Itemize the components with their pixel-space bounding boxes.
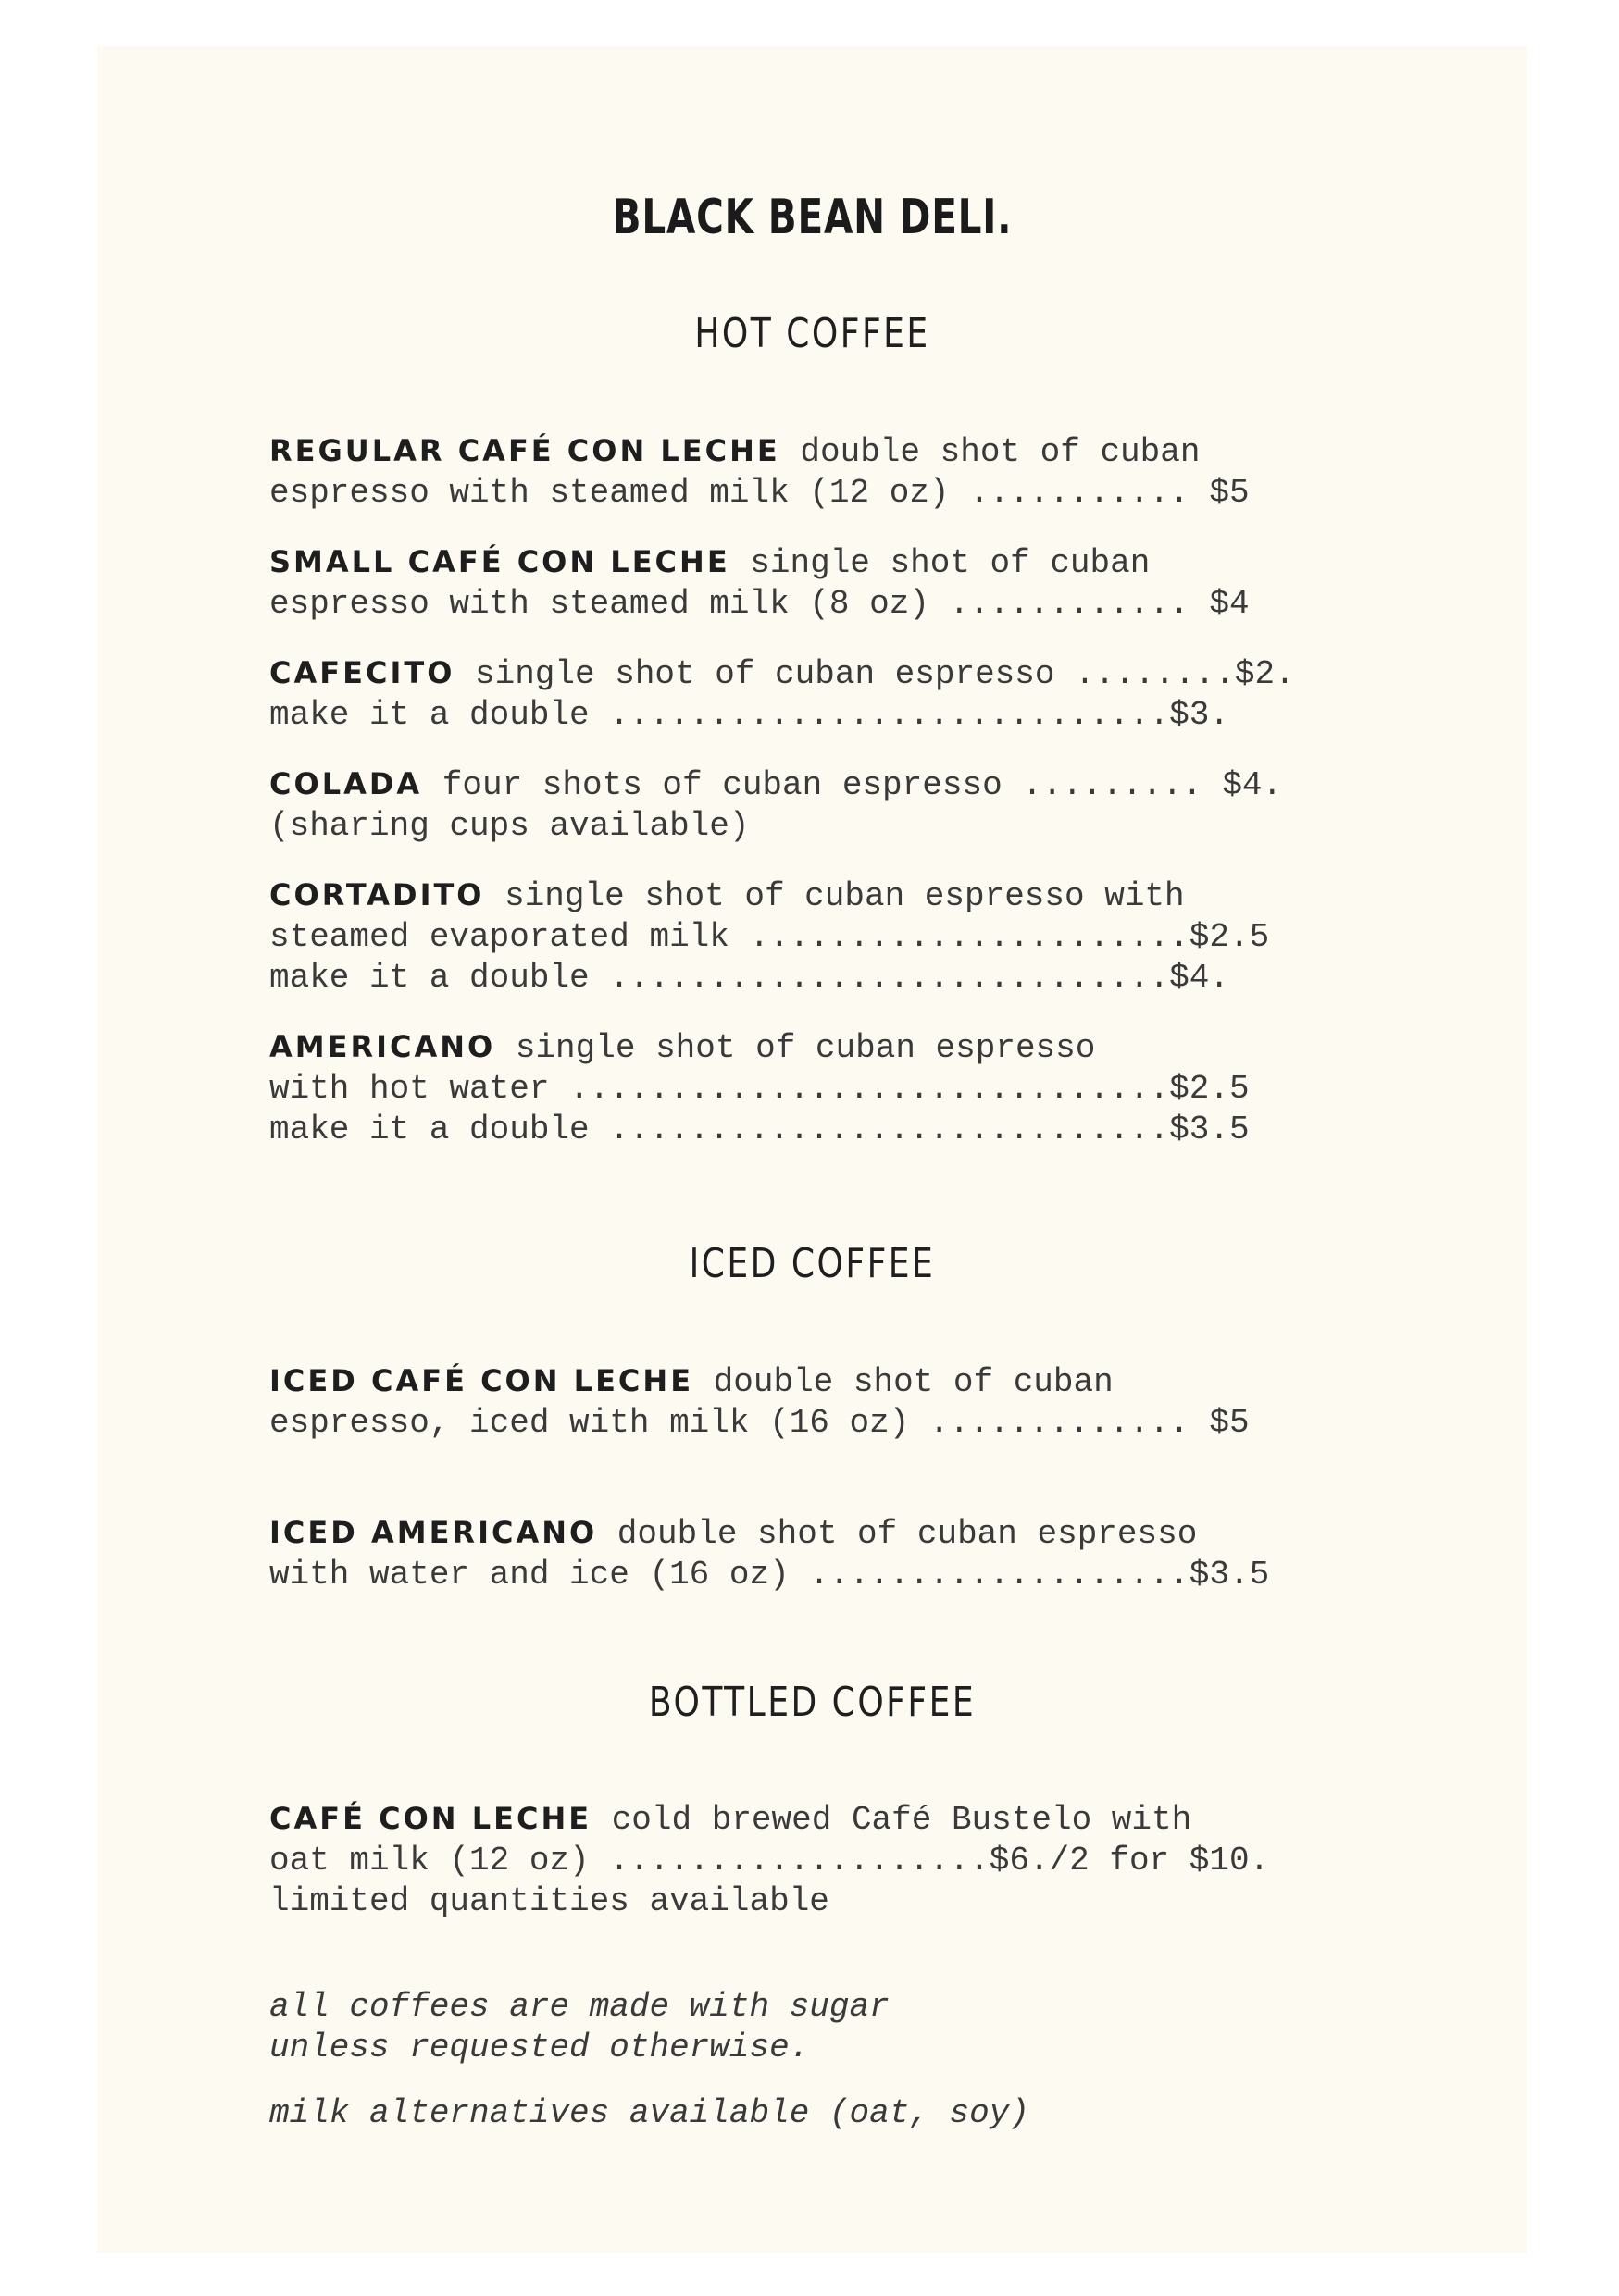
item-price-line: steamed evaporated milk ......................$2.5 bbox=[269, 918, 1270, 956]
item-price-line: with hot water ..............................$2.5 bbox=[269, 1070, 1250, 1108]
item-name: SMALL CAFÉ CON LECHE bbox=[269, 544, 730, 579]
item-price-line: make it a double ............................$3. bbox=[269, 696, 1229, 734]
item-description: four shots of cuban espresso ......... $4. bbox=[422, 766, 1283, 804]
item-price-line: with water and ice (16 oz) ...................$3.5 bbox=[269, 1556, 1270, 1594]
section-title-bottled-coffee: BOTTLED COFFEE bbox=[648, 1679, 977, 1726]
item-double-price-line: make it a double ............................$4. bbox=[269, 959, 1229, 997]
menu-item-regular-cafe-con-leche bbox=[269, 430, 1426, 514]
item-name: CAFÉ CON LECHE bbox=[269, 1801, 592, 1836]
item-price-line: espresso, iced with milk (16 oz) ............. $5 bbox=[269, 1404, 1250, 1442]
item-price-line: oat milk (12 oz) ...................$6./2 for $10. bbox=[269, 1842, 1270, 1880]
menu-sheet bbox=[97, 46, 1527, 2253]
section-title-hot-coffee: HOT COFFEE bbox=[694, 310, 930, 357]
item-description: double shot of cuban bbox=[779, 433, 1201, 471]
item-first-line bbox=[269, 763, 1426, 806]
item-name: CAFECITO bbox=[269, 655, 455, 690]
menu-item-americano bbox=[269, 1026, 1426, 1150]
item-first-line bbox=[269, 541, 1426, 584]
item-name: ICED AMERICANO bbox=[269, 1515, 598, 1550]
menu-item-iced-cafe-con-leche bbox=[269, 1360, 1426, 1444]
menu-item-cafecito bbox=[269, 652, 1426, 736]
item-first-line bbox=[269, 652, 1426, 695]
item-first-line bbox=[269, 1512, 1426, 1555]
item-first-line bbox=[269, 1798, 1426, 1841]
menu-item-colada bbox=[269, 763, 1426, 847]
section-title-iced-coffee: ICED COFFEE bbox=[689, 1240, 936, 1287]
item-description: single shot of cuban espresso with bbox=[484, 877, 1185, 915]
item-name: AMERICANO bbox=[269, 1029, 496, 1064]
item-first-line bbox=[269, 875, 1426, 917]
item-description: single shot of cuban espresso ........$2. bbox=[455, 655, 1295, 693]
item-first-line bbox=[269, 1360, 1426, 1403]
menu-item-small-cafe-con-leche bbox=[269, 541, 1426, 625]
item-description: single shot of cuban bbox=[729, 544, 1151, 582]
logo: BLACK BEAN DELI. bbox=[612, 190, 1013, 245]
item-first-line bbox=[269, 1026, 1426, 1069]
item-description: double shot of cuban bbox=[693, 1363, 1114, 1401]
item-first-line bbox=[269, 430, 1426, 473]
item-note-line: limited quantities available bbox=[269, 1882, 829, 1920]
item-name: COLADA bbox=[269, 766, 423, 801]
item-price-line: espresso with steamed milk (8 oz) ............ $4 bbox=[269, 585, 1250, 623]
menu-item-cortadito bbox=[269, 875, 1426, 999]
item-name: ICED CAFÉ CON LECHE bbox=[269, 1363, 694, 1398]
item-name: REGULAR CAFÉ CON LECHE bbox=[269, 433, 780, 468]
item-price-line: espresso with steamed milk (12 oz) ........... $5 bbox=[269, 474, 1250, 512]
note-milk-alternatives: milk alternatives available (oat, soy) bbox=[269, 2094, 1029, 2132]
note-sugar-line-2: unless requested otherwise. bbox=[269, 2029, 810, 2066]
note-sugar-line-1: all coffees are made with sugar bbox=[269, 1988, 890, 2026]
menu-item-iced-americano bbox=[269, 1512, 1426, 1595]
item-description: single shot of cuban espresso bbox=[495, 1029, 1096, 1067]
item-note-line: (sharing cups available) bbox=[269, 807, 750, 845]
item-name: CORTADITO bbox=[269, 877, 485, 912]
item-description: double shot of cuban espresso bbox=[597, 1515, 1198, 1553]
menu-item-bottled-cafe-con-leche bbox=[269, 1798, 1426, 1922]
item-double-price-line: make it a double ............................$3.5 bbox=[269, 1111, 1250, 1148]
item-description: cold brewed Café Bustelo with bbox=[592, 1801, 1192, 1839]
